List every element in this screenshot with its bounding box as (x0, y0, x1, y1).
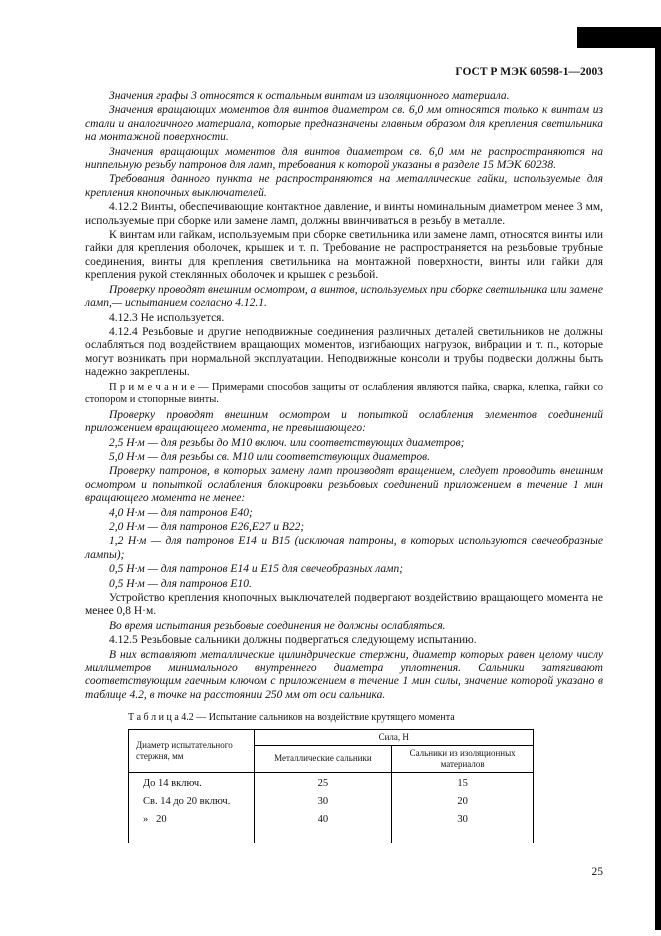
table-cell: 30 (392, 811, 534, 843)
scan-artifact-right-edge (655, 27, 661, 930)
column-header-metal-glands: Металлические сальники (254, 745, 392, 772)
table-cell: » 20 (129, 811, 255, 843)
paragraph: 4.12.5 Резьбовые сальники должны подвергаться следующему испытанию. (109, 634, 477, 647)
note-paragraph: П р и м е ч а н и е — Примерами способов защиты от ослабления являются пайка, сварка, клепка, гайки со стопором и стопорные винты. (85, 381, 603, 406)
paragraph: 4.12.2 Винты, обеспечивающие контактное давление, и винты номинальным диаметром менее 3 мм, используемые при сборке или замене ламп, должны ввинчиваться в резьбу в металле. (85, 201, 603, 227)
table-row (129, 811, 534, 843)
gland-torque-test-table (128, 729, 534, 843)
paragraph: 4.12.4 Резьбовые и другие неподвижные соединения различных деталей светильников не должны ослабляться под воздействием вращающих моментов, изгибающих нагрузок, вибрации и т. п., которые могут возникать при нормальной эксплуатации. Неподвижные консоли и трубы подвески должны быть надежно закреплены. (85, 325, 603, 379)
list-item: 4,0 Н·м — для патронов Е40; (109, 506, 253, 519)
page-number: 25 (591, 866, 603, 878)
paragraph: Проверку проводят внешним осмотром и попыткой ослабления элементов соединений приложением вращающего момента, не превышающего: (85, 408, 603, 435)
column-group-header-force: Сила, Н (254, 729, 533, 745)
paragraph: Проверку проводят внешним осмотром, а винтов, используемых при сборке светильника или замене ламп,— испытанием согласно 4.12.1. (85, 283, 603, 310)
list-item: 2,5 Н·м — для резьбы до М10 включ. или соответствующих диаметров; (109, 436, 465, 449)
list-item: 2,0 Н·м — для патронов Е26,Е27 и В22; (109, 520, 305, 533)
table-cell: Св. 14 до 20 включ. (129, 793, 255, 811)
table-cell: 25 (254, 772, 392, 793)
document-body (85, 90, 603, 843)
column-header-stem-diameter: Диаметр испытательного стержня, мм (129, 729, 255, 772)
table-cell: 20 (392, 793, 534, 811)
list-item: 5,0 Н·м — для резьбы св. М10 или соответствующих диаметров. (109, 450, 431, 463)
paragraph: Проверку патронов, в которых замену ламп производят вращением, следует проводить внешним осмотром и попыткой ослабления блокировки резьбовых соединений приложением в течение 1 мин вращающего момента не менее: (85, 465, 603, 505)
paragraph: Требования данного пункта не распространяются на металлические гайки, используемые для крепления кнопочных выключателей. (85, 173, 603, 199)
list-item: 0,5 Н·м — для патронов Е10. (109, 577, 252, 590)
table-caption: Т а б л и ц а 4.2 — Испытание сальников на воздействие крутящего момента (128, 712, 455, 724)
table-row (129, 772, 534, 793)
paragraph: В них вставляют металлические цилиндрические стержни, диаметр которых равен целому числу миллиметров минимального внутреннего диаметра уплотнения. Сальники затягивают соответствующим гаечным ключом с приложением в течение 1 мин силы, значение которой указано в таблице 4.2, в точке на расстоянии 250 мм от оси сальника. (85, 648, 603, 701)
table-cell: 15 (392, 772, 534, 793)
table-row (129, 793, 534, 811)
table-cell: 30 (254, 793, 392, 811)
paragraph: 4.12.3 Не используется. (109, 311, 225, 324)
list-item: 0,5 Н·м — для патронов Е14 и Е15 для свечеобразных ламп; (109, 563, 404, 576)
table-cell: До 14 включ. (129, 772, 255, 793)
paragraph: Устройство крепления кнопочных выключателей подвергают воздействию вращающего момента не менее 0,8 Н·м. (85, 592, 603, 618)
paragraph: Значения графы 3 относятся к остальным винтам из изоляционного материала. (109, 90, 510, 102)
table-4-2-block (128, 711, 534, 842)
doc-number: ГОСТ Р МЭК 60598-1—2003 (455, 66, 603, 78)
scan-artifact-top-right (577, 27, 661, 48)
paragraph: К винтам или гайкам, используемым при сборке светильника или замене ламп, относятся винты или гайки для крепления оболочек, крышек и т. п. Требование не распространяется на резьбовые трубные соединения, винты для крепления светильника на монтажной поверхности, винты или гайки для крепления рукой стеклянных оболочек и крышек с резьбой. (85, 229, 603, 282)
paragraph: Значения вращающих моментов для винтов диаметром св. 6,0 мм относятся только к винтам из стали и аналогичного материала, которые предназначены главным образом для крепления светильника на монтажной поверхности. (85, 104, 603, 144)
column-header-insulating-glands: Сальники из изоляционных материалов (392, 745, 534, 772)
list-item: 1,2 Н·м — для патронов Е14 и В15 (исключая патроны, в которых используются свечеобразные лампы); (85, 535, 603, 561)
paragraph: Значения вращающих моментов для винтов диаметром св. 6,0 мм не распространяются на ниппельную резьбу патронов для ламп, требования к которой указаны в разделе 15 МЭК 60238. (85, 145, 603, 172)
table-cell: 40 (254, 811, 392, 843)
paragraph: Во время испытания резьбовые соединения не должны ослабляться. (109, 619, 446, 632)
